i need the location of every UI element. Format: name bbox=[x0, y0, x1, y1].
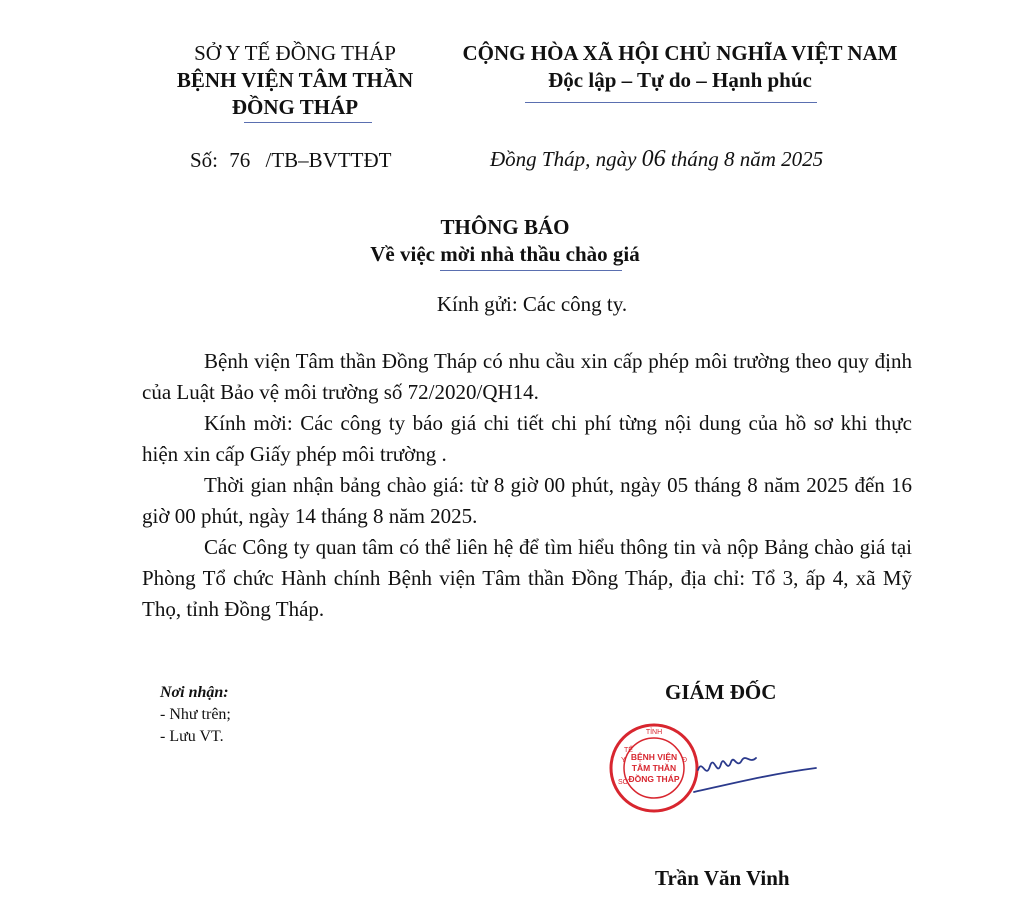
document-title-block bbox=[0, 214, 1010, 268]
national-header-block bbox=[440, 40, 920, 94]
svg-text:BỆNH VIỆN: BỆNH VIỆN bbox=[630, 752, 678, 762]
body-paragraph: Các Công ty quan tâm có thể liên hệ để tìm hiểu thông tin và nộp Bảng chào giá tại Phòng Tổ chức Hành chính Bệnh viện Tâm thần Đồng Tháp, địa chỉ: Tổ 3, ấp 4, xã Mỹ Thọ, tỉnh Đồng Tháp. bbox=[142, 535, 912, 621]
signer-name: Trần Văn Vinh bbox=[655, 866, 790, 890]
document-subject: Về việc mời nhà thầu chào giá bbox=[370, 242, 640, 266]
issuing-agency-block bbox=[120, 40, 470, 121]
svg-text:Đ: Đ bbox=[682, 757, 688, 764]
signer-title: GIÁM ĐỐC bbox=[665, 680, 777, 704]
svg-text:TỈNH: TỈNH bbox=[645, 729, 663, 736]
national-motto: Độc lập – Tự do – Hạnh phúc bbox=[548, 68, 812, 92]
motto-underline bbox=[525, 102, 817, 103]
document-number bbox=[190, 148, 392, 173]
handwritten-signature-icon bbox=[690, 740, 820, 800]
svg-text:SỞ: SỞ bbox=[618, 779, 629, 786]
organization-name-line2: ĐỒNG THÁP bbox=[231, 95, 359, 119]
svg-text:TÂM THẦN: TÂM THẦN bbox=[631, 763, 677, 773]
recipient-item: - Lưu VT. bbox=[160, 728, 224, 745]
document-title: THÔNG BÁO bbox=[440, 215, 570, 239]
date-suffix: tháng 8 năm 2025 bbox=[670, 147, 824, 171]
country-name: CỘNG HÒA XÃ HỘI CHỦ NGHĨA VIỆT NAM bbox=[462, 41, 898, 65]
doc-number-value: 76 bbox=[229, 148, 251, 172]
recipients-block bbox=[160, 682, 231, 748]
official-seal-icon bbox=[608, 722, 700, 814]
subject-underline bbox=[440, 270, 622, 271]
body-paragraph: Bệnh viện Tâm thần Đồng Tháp có nhu cầu xin cấp phép môi trường theo quy định của Luật Bảo vệ môi trường số 72/2020/QH14. bbox=[142, 349, 912, 404]
recipient-item: - Như trên; bbox=[160, 706, 231, 723]
svg-text:ĐỒNG THÁP: ĐỒNG THÁP bbox=[628, 774, 680, 784]
svg-text:Y: Y bbox=[621, 757, 626, 764]
doc-number-suffix: /TB–BVTTĐT bbox=[265, 148, 392, 172]
place-date-line bbox=[490, 146, 823, 173]
recipients-label: Nơi nhận: bbox=[160, 684, 229, 701]
document-body bbox=[142, 346, 912, 625]
doc-number-prefix: Số: bbox=[190, 148, 219, 172]
department-name: SỞ Y TẾ ĐỒNG THÁP bbox=[194, 41, 396, 65]
body-paragraph: Thời gian nhận bảng chào giá: từ 8 giờ 00 phút, ngày 05 tháng 8 năm 2025 đến 16 giờ 00 phút, ngày 14 tháng 8 năm 2025. bbox=[142, 473, 912, 528]
date-day: 06 bbox=[641, 146, 666, 172]
greeting: Kính gửi: Các công ty. bbox=[436, 292, 628, 316]
date-prefix: Đồng Tháp, ngày bbox=[490, 147, 637, 171]
svg-text:TẾ: TẾ bbox=[624, 747, 633, 754]
organization-name: BỆNH VIỆN TÂM THẦN bbox=[176, 68, 414, 92]
body-paragraph: Kính mời: Các công ty báo giá chi tiết chi phí từng nội dung của hồ sơ khi thực hiện xin cấp Giấy phép môi trường . bbox=[142, 411, 912, 466]
agency-underline bbox=[244, 122, 372, 123]
